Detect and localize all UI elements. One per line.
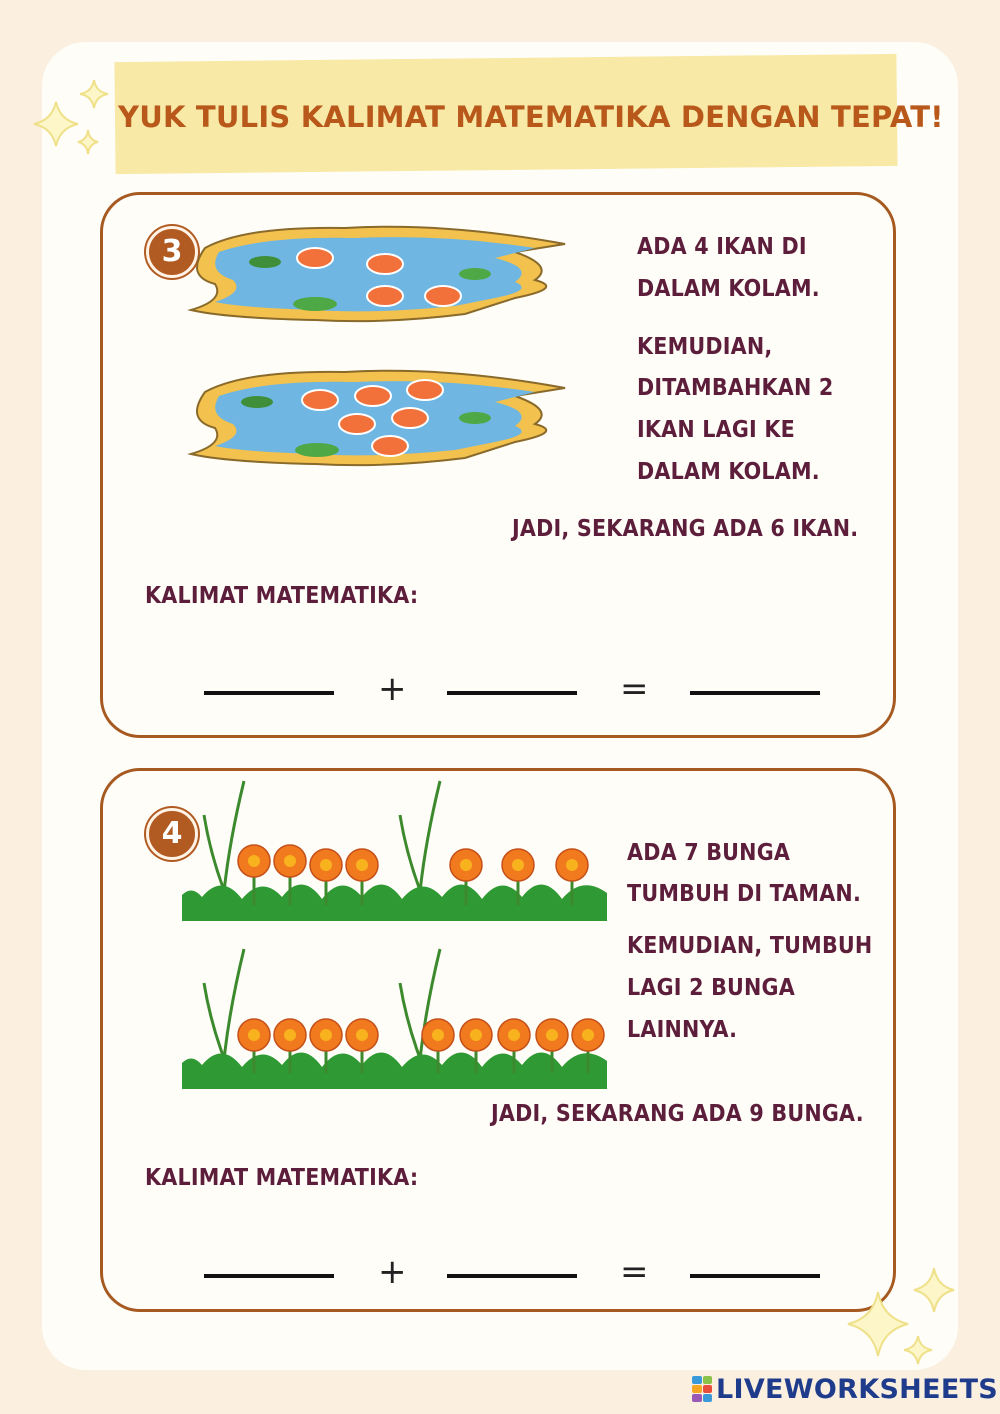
sparkle-icon	[26, 72, 116, 167]
statement-line: LAGI 2 BUNGA	[627, 975, 795, 1001]
statement-line: IKAN LAGI KE	[637, 417, 795, 443]
question-number-badge: 4	[146, 808, 198, 860]
liveworksheets-icon	[692, 1376, 712, 1402]
plus-sign: +	[378, 1252, 407, 1292]
equals-sign: =	[620, 669, 649, 709]
answer-blank-2[interactable]	[447, 1274, 577, 1278]
math-sentence-label: KALIMAT MATEMATIKA:	[145, 583, 419, 609]
statement-line: KEMUDIAN, TUMBUH	[627, 933, 873, 959]
brand-name: LIVEWORKSHEETS	[716, 1373, 999, 1405]
liveworksheets-logo[interactable]	[692, 1374, 998, 1404]
garden-image-9-flowers	[182, 943, 607, 1091]
statement-line: DALAM KOLAM.	[637, 459, 820, 485]
statement-line: TUMBUH DI TAMAN.	[627, 881, 862, 907]
sparkle-icon	[838, 1262, 963, 1372]
answer-blank-3[interactable]	[690, 691, 820, 695]
statement-line: ADA 4 IKAN DI	[637, 234, 807, 260]
pond-image-6-fish	[185, 362, 575, 470]
math-sentence-label: KALIMAT MATEMATIKA:	[145, 1165, 419, 1191]
page-title: YUK TULIS KALIMAT MATEMATIKA DENGAN TEPAT!	[118, 100, 944, 134]
question-number-badge: 3	[146, 226, 198, 278]
pond-image-4-fish	[185, 218, 575, 326]
statement-line: DALAM KOLAM.	[637, 276, 820, 302]
result-text: JADI, SEKARANG ADA 9 BUNGA.	[491, 1101, 864, 1127]
answer-blank-1[interactable]	[204, 1274, 334, 1278]
statement-line: ADA 7 BUNGA	[627, 840, 791, 866]
statement-line: LAINNYA.	[627, 1017, 738, 1043]
garden-image-7-flowers	[182, 775, 607, 923]
statement-line: DITAMBAHKAN 2	[637, 375, 834, 401]
result-text: JADI, SEKARANG ADA 6 IKAN.	[512, 516, 859, 542]
statement-line: KEMUDIAN,	[637, 334, 773, 360]
answer-blank-2[interactable]	[447, 691, 577, 695]
equals-sign: =	[620, 1252, 649, 1292]
answer-blank-1[interactable]	[204, 691, 334, 695]
plus-sign: +	[378, 669, 407, 709]
answer-blank-3[interactable]	[690, 1274, 820, 1278]
